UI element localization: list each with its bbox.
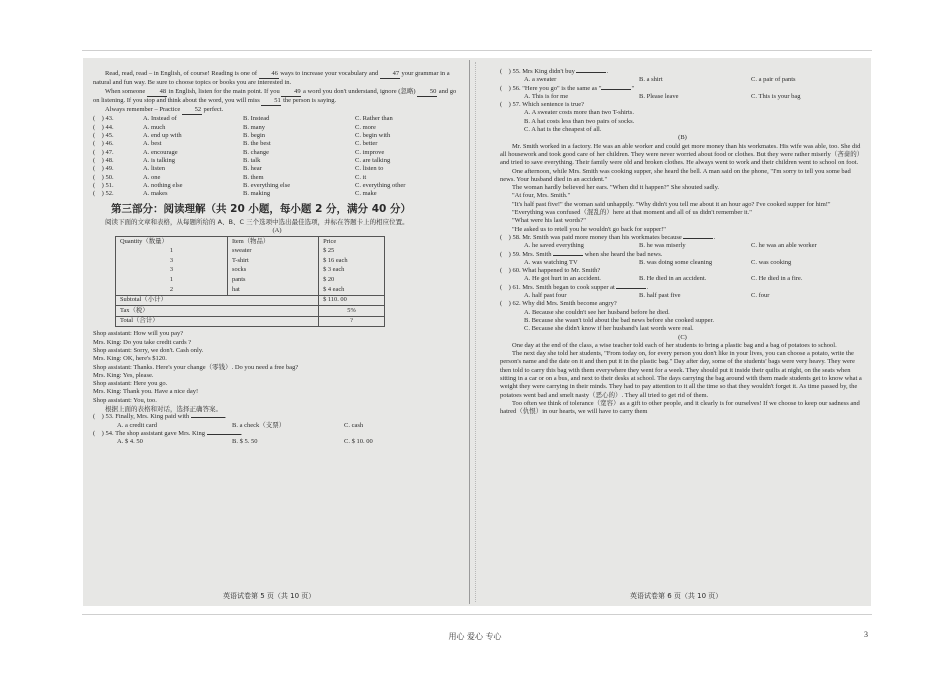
table-header: Quantity（数量） Item（物品） Price [116,237,385,247]
dialogue-line: Mrs. King: Thank you. Have a nice day! [93,388,199,396]
page-number: 3 [864,630,868,639]
cloze-choices [93,115,461,198]
question-58: ( ) 58. Mr. Smith was paid more money than his workmates because . A. he saved everything B. he was miserly C. he was an able worker [500,233,817,250]
section-3-instructions: 阅读下面的文章和表格，从每题所给的 A、B、C 三个选项中选出最佳选项，并标在答题卡上的相应位置。 [105,218,409,227]
question-51: ( ) 51. A. nothing else B. everything else C. everything other [93,181,406,189]
dialogue-line: Shop assistant: Here you go. [93,380,168,388]
table-row: 2 hat $ 4 each [116,285,385,295]
bottom-scan-line [82,614,872,615]
dialogue-line: Shop assistant: Sorry, we don't. Cash only. [93,346,204,354]
page-footer-text: 用心 爱心 专心 [448,632,502,641]
blank-46: 46 [259,70,279,79]
blank-47: 47 [380,70,400,79]
question-62: ( ) 62. Why did Mrs. Smith become angry? A. Because she couldn't see her husband before he died. B. Because she wasn't told about the bad news before she cooked supper. C. Because she didn't know if her husband's last words were real. [500,300,714,333]
question-49: ( ) 49. A. listen B. hear C. listen to [93,165,384,173]
question-52: ( ) 52. A. makes B. making C. make [93,190,377,198]
blank-49: 49 [281,88,301,97]
price-table [115,236,385,327]
right-page [500,58,865,606]
dialogue-line: Shop assistant: You, too. [93,396,157,404]
question-57: ( ) 57. Which sentence is true? A. A sweater costs more than two T-shirts. B. A hat costs less than two pairs of socks. C. A hat is the cheapest of all. [500,101,635,134]
table-row: 3 socks $ 3 each [116,266,385,276]
question-61: ( ) 61. Mrs. Smith began to cook supper at . A. half past four B. half past five C. four [500,283,770,300]
instructions-2: 根据上面的表格和对话，选择正确答案。 [105,405,222,414]
question-50: ( ) 50. A. one B. them C. it [93,173,367,181]
question-44: ( ) 44. A. much B. many C. more [93,123,376,131]
right-page-footer: 英语试卷第 6 页（共 10 页） [630,591,723,600]
left-page [93,58,461,606]
section-3-title: 第三部分：阅读理解（共 20 小题，每小题 2 分，满分 40 分） [111,203,411,216]
part-a-label: (A) [272,226,282,234]
question-47: ( ) 47. A. encourage B. change C. improve [93,148,385,156]
question-55: ( ) 55. Mrs King didn't buy . A. a sweater B. a shirt C. a pair of pants [500,68,796,84]
scanned-exam-sheet [83,58,871,606]
blank-51: 51 [261,97,281,106]
dialogue-line: Mrs. King: Do you take credit cards ? [93,338,192,346]
binding-dotted-line [475,62,477,602]
question-46: ( ) 46. A. best B. the best C. better [93,140,378,148]
question-53: ( ) 53. Finally, Mrs. King paid with . A. a credit card B. a check（支票） C. cash [93,413,364,429]
question-56: ( ) 56. "Here you go" is the same as " " A. This is for me B. Please leave C. This is your bag [500,84,801,100]
question-59: ( ) 59. Mrs. Smith when she heard the bad news. A. was watching TV B. was doing some cleaning C. was cooking [500,250,792,266]
cloze-passage-p3: Always remember – Practice 52 perfect. [93,106,461,115]
cloze-passage-p2: When someone 48 in English, listen for the main point. If you 49 a word you don't understand, ignore (忽略) 50 and go on listening. If you stop and think about the word, you will miss 51 the person is saying. [93,88,461,107]
left-page-footer: 英语试卷第 5 页（共 10 页） [223,591,316,600]
blank-50: 50 [417,88,437,97]
cloze-passage: Read, read, read – in English, of course! Reading is one of 46 ways to increase your vocabulary and 47 your grammar in a natural and fun way. Be sure to choose topics or books you are interested in. [93,70,450,87]
part-c-label: (C) [678,333,687,341]
subtotal-row: Subtotal（小计） $ 110. 00 [116,295,385,306]
tax-row: Tax（税） 5% [116,306,385,317]
dialogue-line: Mrs. King: OK, here's $120. [93,355,167,363]
question-45: ( ) 45. A. end up with B. begin C. begin with [93,132,391,140]
table-row: 1 sweater $ 25 [116,247,385,257]
part-b-label: (B) [678,134,687,142]
question-43: ( ) 43. A. Instead of B. Instead C. Rather than [93,115,393,123]
dialogue-line: Mrs. King: Yes, please. [93,371,154,379]
fold-divider [469,60,470,604]
table-row: 3 T-shirt $ 16 each [116,256,385,266]
blank-48: 48 [147,88,167,97]
question-54: ( ) 54. The shop assistant gave Mrs. King . A. $ 4. 50 B. $ 5. 50 C. $ 10. 00 [93,429,373,446]
top-scan-line [82,50,872,51]
passage-c: One day at the end of the class, a wise teacher told each of her students to bring a plastic bag and a bag of potatoes to school. The next day she told her students, "From today on, for every person you don't like in your lives, you can choose a potato, write the person's name and the date on it and then put it in the plastic bag." Day after day, some of the students' bags were very heavy. They were then told to carry this bag with them everywhere they went for a week. They should put it inside their quilts at night, on the seats when sitting in a car or on a bus, and next to their desks at school. The days carrying the bag around with them made students get to know what a weight they were carrying in their minds. They had to pay attention to it all the time so that they wouldn't forget it. As time passed by, the potatoes went bad and smelt nasty（恶心的）. They all tried to get rid of them. Too often we think of tolerance（宽容）as a gift to other people, and it clearly is for ourselves! If we choose to keep our sadness and hatred（仇恨）in our hearts, we will have to carry them [500,341,862,416]
dialogue [93,330,461,405]
dialogue-line: Shop assistant: How will you pay? [93,330,184,338]
question-60: ( ) 60. What happened to Mr. Smith? A. He got hurt in an accident. B. He died in an accident. C. He died in a fire. [500,267,803,283]
question-48: ( ) 48. A. is talking B. talk C. are talking [93,156,391,164]
blank-52: 52 [182,106,202,115]
passage-b: Mr. Smith worked in a factory. He was an able worker and could get more money than his workmates. His wife was able, too. She did all housework and took good care of her children. They were never worried about food or clothes. But they were rather miserly（吝啬的）and tried to save everything. Their family were old and broken clothes. He always went to work and their children went to school on foot. One afternoon, while Mrs. Smith was cooking supper, she heard the bell. A man said on the phone, "I'm sorry to tell you some bad news. Your husband died in an accident." The woman hardly believed her ears. "When did it happen?" She shouted sadly. "At four, Mrs. Smith." "It's half past five!" the woman said unhappily. "Why didn't you tell me about it an hour ago? I've cooked supper for him!" "Everything was confused（混乱的）here at that moment and all of us didn't remember it." "What were his last words?" "He asked us to retell you he wouldn't go back for supper!" [500,142,864,233]
dialogue-line: Shop assistant: Thanks. Here's your change（零钱）. Do you need a free bag? [93,363,299,371]
table-row: 1 pants $ 20 [116,275,385,285]
total-row: Total（合计） ? [116,316,385,327]
